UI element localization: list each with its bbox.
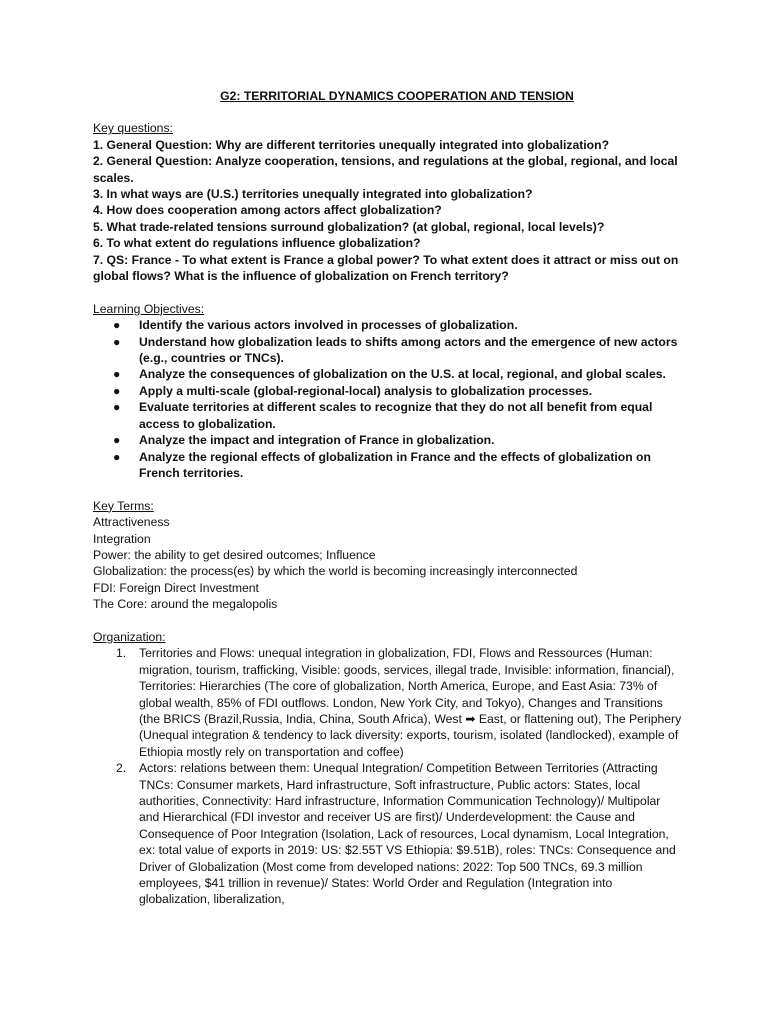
learning-objective-item xyxy=(93,449,683,482)
spacer xyxy=(93,284,683,300)
key-questions-section xyxy=(93,120,683,284)
key-question: 4. How does cooperation among actors affect globalization? xyxy=(93,203,442,218)
key-term: Integration xyxy=(93,531,151,546)
key-term: FDI: Foreign Direct Investment xyxy=(93,580,259,595)
learning-objective-item xyxy=(93,432,683,448)
learning-objective-text: Identify the various actors involved in processes of globalization. xyxy=(139,318,518,333)
organization-item xyxy=(93,645,683,760)
key-questions-heading: Key questions: xyxy=(93,121,173,136)
key-terms-section xyxy=(93,498,683,613)
learning-objective-text: Evaluate territories at different scales to recognize that they do not all benefit from equal access to globalization. xyxy=(139,400,653,431)
bullet-icon: ● xyxy=(113,367,121,382)
organization-item xyxy=(93,760,683,908)
key-question: 7. QS: France - To what extent is France a global power? To what extent does it attract or miss out on global flows? What is the influence of globalization on French territory? xyxy=(93,252,679,284)
key-question: 5. What trade-related tensions surround globalization? (at global, regional, local levels)? xyxy=(93,219,605,234)
organization-heading: Organization: xyxy=(93,629,166,644)
organization-section xyxy=(93,629,683,908)
bullet-icon: ● xyxy=(113,318,121,333)
learning-objective-text: Apply a multi-scale (global-regional-local) analysis to globalization processes. xyxy=(139,383,593,398)
learning-objectives-section xyxy=(93,301,683,481)
bullet-icon: ● xyxy=(113,449,121,464)
organization-list xyxy=(93,645,683,908)
document-page xyxy=(93,88,683,908)
key-question: 3. In what ways are (U.S.) territories unequally integrated into globalization? xyxy=(93,187,533,202)
organization-item-text: Actors: relations between them: Unequal Integration/ Competition Between Territories (Attracting TNCs: Consumer markets, Hard infrastructure, Soft infrastructure, Public actors: States, local authorities, Connectivity: Hard infrastructure, Information Communication Technology)/ Multipolar and Hierarchical (FDI investor and receiver US are first)/ Underdevelopment: the Cause and Consequence of Poor Integration (Isolation, Lack of resources, Local dynamism, Local Integration, ex: total value of exports in 2019: US: $2.55T VS Ethiopia: $9.51B), roles: TNCs: Consequence and Driver of Globalization (Most come from developed nations: 2022: Top 500 TNCs, 69.3 million employees, $41 trillion in revenue)/ States: World Order and Regulation (Integration into globalization, liberalization, xyxy=(139,761,676,907)
learning-objective-item xyxy=(93,366,683,382)
bullet-icon: ● xyxy=(113,334,121,349)
key-question: 1. General Question: Why are different territories unequally integrated into globalization? xyxy=(93,137,610,152)
learning-objective-item xyxy=(93,334,683,367)
learning-objectives-heading: Learning Objectives: xyxy=(93,301,205,316)
key-question: 6. To what extent do regulations influence globalization? xyxy=(93,236,421,251)
key-term: The Core: around the megalopolis xyxy=(93,597,278,612)
key-terms-heading: Key Terms: xyxy=(93,498,154,513)
bullet-icon: ● xyxy=(113,400,121,415)
spacer xyxy=(93,481,683,497)
bullet-icon: ● xyxy=(113,433,121,448)
key-question: 2. General Question: Analyze cooperation, tensions, and regulations at the global, regional, and local scales. xyxy=(93,154,678,185)
learning-objective-text: Analyze the regional effects of globalization in France and the effects of globalization on French territories. xyxy=(139,449,651,480)
key-term: Attractiveness xyxy=(93,515,170,530)
bullet-icon: ● xyxy=(113,383,121,398)
learning-objective-item xyxy=(93,399,683,432)
key-term: Power: the ability to get desired outcomes; Influence xyxy=(93,547,376,562)
item-number: 1. xyxy=(116,646,127,661)
organization-item-text: Territories and Flows: unequal integration in globalization, FDI, Flows and Ressources (Human: migration, tourism, trafficking, Visible: goods, services, illegal trade, Invisible: information, financial), Territories: Hierarchies (The core of globalization, North America, Europe, and East Asia: 73% of global wealth, 85% of FDI outflows. London, New York City, and Tokyo), Changes and Transitions (the BRICS (Brazil,Russia, India, China, South Africa), West ➡ East, or flattening out), The Periphery (Unequal integration & tendency to lack diversity: exports, tourism, isolated (landlocked), example of Ethiopia mostly rely on transportation and coffee) xyxy=(139,646,682,759)
learning-objective-text: Analyze the consequences of globalization on the U.S. at local, regional, and global scales. xyxy=(139,367,666,382)
learning-objective-item xyxy=(93,317,683,333)
spacer xyxy=(93,613,683,629)
learning-objective-text: Analyze the impact and integration of France in globalization. xyxy=(139,433,495,448)
document-title: G2: TERRITORIAL DYNAMICS COOPERATION AND TENSION xyxy=(220,89,574,103)
learning-objective-item xyxy=(93,383,683,399)
key-term: Globalization: the process(es) by which the world is becoming increasingly interconnected xyxy=(93,564,578,579)
learning-objective-text: Understand how globalization leads to shifts among actors and the emergence of new actors (e.g., countries or TNCs). xyxy=(139,334,678,366)
item-number: 2. xyxy=(116,761,127,776)
learning-objectives-list xyxy=(93,317,683,481)
